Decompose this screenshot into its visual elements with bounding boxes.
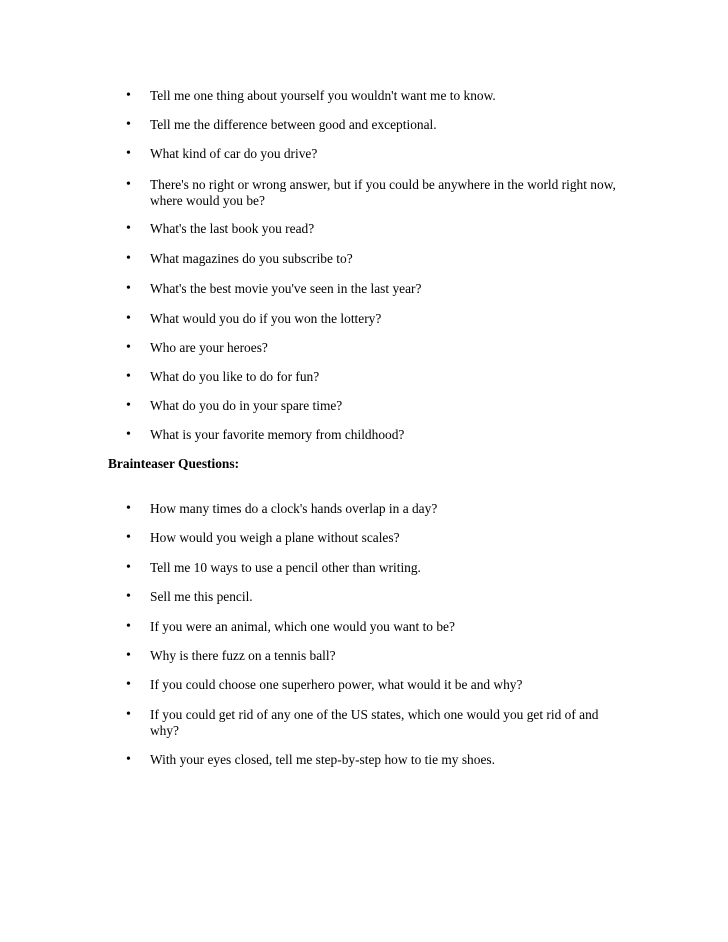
bullet: • [126, 177, 131, 192]
bullet: • [126, 589, 131, 604]
bullet: • [126, 369, 131, 384]
question-text: There's no right or wrong answer, but if you could be anywhere in the world right now, where would you be? [150, 177, 616, 208]
bullet: • [126, 251, 131, 266]
question-text: What do you like to do for fun? [150, 369, 320, 384]
question-text: What is your favorite memory from childhood? [150, 427, 405, 442]
bullet: • [126, 619, 131, 634]
section-heading: Brainteaser Questions: [108, 456, 240, 471]
bullet: • [126, 311, 131, 326]
question-text: What would you do if you won the lottery? [150, 311, 382, 326]
question-text: If you could choose one superhero power, what would it be and why? [150, 677, 523, 692]
question-text: With your eyes closed, tell me step-by-step how to tie my shoes. [150, 752, 495, 767]
bullet: • [126, 117, 131, 132]
bullet: • [126, 501, 131, 516]
question-text: What do you do in your spare time? [150, 398, 343, 413]
question-text: Why is there fuzz on a tennis ball? [150, 648, 336, 663]
bullet: • [126, 398, 131, 413]
question-text: If you were an animal, which one would you want to be? [150, 619, 455, 634]
bullet: • [126, 677, 131, 692]
question-text: Tell me one thing about yourself you wouldn't want me to know. [150, 88, 496, 103]
question-text: What's the best movie you've seen in the last year? [150, 281, 422, 296]
bullet: • [126, 281, 131, 296]
question-text: What magazines do you subscribe to? [150, 251, 353, 266]
bullet: • [126, 88, 131, 103]
bullet: • [126, 427, 131, 442]
bullet: • [126, 707, 131, 722]
bullet: • [126, 648, 131, 663]
question-text: Tell me 10 ways to use a pencil other than writing. [150, 560, 421, 575]
bullet: • [126, 530, 131, 545]
question-text: Who are your heroes? [150, 340, 268, 355]
bullet: • [126, 340, 131, 355]
bullet: • [126, 146, 131, 161]
question-text: What's the last book you read? [150, 221, 315, 236]
bullet: • [126, 752, 131, 767]
question-text: How many times do a clock's hands overlap in a day? [150, 501, 438, 516]
question-text: Tell me the difference between good and exceptional. [150, 117, 437, 132]
question-text: Sell me this pencil. [150, 589, 253, 604]
bullet: • [126, 560, 131, 575]
question-text: What kind of car do you drive? [150, 146, 318, 161]
bullet: • [126, 221, 131, 236]
question-text: How would you weigh a plane without scales? [150, 530, 400, 545]
question-text: If you could get rid of any one of the US states, which one would you get rid of and why? [150, 707, 599, 738]
